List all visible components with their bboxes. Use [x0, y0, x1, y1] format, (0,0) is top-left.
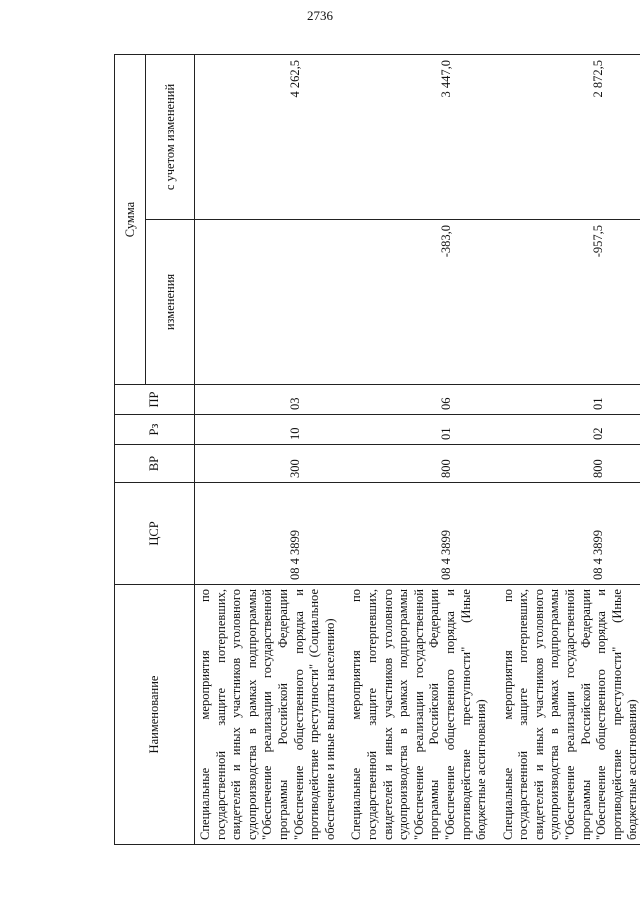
- header-with-changes: с учетом изменений: [146, 55, 195, 220]
- row-change: [346, 220, 497, 385]
- row-with-changes: [346, 55, 497, 220]
- row-name: Специальные мероприятия по государственной защите потерпевших, свидетелей и иных участников уголовного судопроизводства в рамках подпрограммы "Обеспечение реализации государственной программы Российской Федерации "Обеспечение общественного порядка и противодействие преступности" (Иные бюджетные ассигнования): [346, 585, 497, 845]
- row-pr: [346, 385, 497, 415]
- row-change: [195, 220, 347, 385]
- rotated-document-page: [114, 55, 640, 845]
- row-pr-value: 03: [288, 397, 302, 410]
- row-csr: [346, 483, 497, 585]
- budget-table: [114, 54, 640, 845]
- row-csr-value: 08 4 3899: [288, 530, 302, 580]
- page-number: 2736: [307, 8, 333, 23]
- row-pr: [195, 385, 347, 415]
- row-rz-value: 10: [288, 427, 302, 440]
- header-pr: ПР: [115, 385, 195, 415]
- row-vr-value: 800: [590, 459, 605, 478]
- row-name: Специальные мероприятия по государственной защите потерпевших, свидетелей и иных участников уголовного судопроизводства в рамках подпрограммы "Обеспечение реализации государственной программы Российской Федерации "Обеспечение общественного порядка и противодействие преступности" (Иные бюджетные ассигнования): [498, 585, 640, 845]
- row-rz: [346, 415, 497, 445]
- table-row: [195, 55, 347, 845]
- header-rz: Рз: [115, 415, 195, 445]
- row-csr-value: 08 4 3899: [439, 530, 454, 580]
- row-vr-value: 300: [288, 459, 302, 478]
- row-pr-value: 06: [439, 397, 454, 410]
- table-row: [498, 55, 640, 845]
- row-with-changes-value: 3 447,0: [439, 60, 454, 98]
- row-rz-value: 01: [439, 427, 454, 440]
- row-vr: [346, 445, 497, 483]
- row-vr: [195, 445, 347, 483]
- row-rz-value: 02: [590, 427, 605, 440]
- header-csr: ЦСР: [115, 483, 195, 585]
- row-with-changes: [195, 55, 347, 220]
- row-pr: [498, 385, 640, 415]
- table-row: [346, 55, 497, 845]
- row-change-value: -383,0: [439, 225, 454, 258]
- row-rz: [195, 415, 347, 445]
- row-name: Специальные мероприятия по государственной защите потерпевших, свидетелей и иных участников уголовного судопроизводства в рамках подпрограммы "Обеспечение реализации государственной программы Российской Федерации "Обеспечение общественного порядка и противодействие преступности" (Социальное обеспечение и иные выплаты населению): [195, 585, 347, 845]
- row-csr-value: 08 4 3899: [590, 530, 605, 580]
- row-vr: [498, 445, 640, 483]
- row-vr-value: 800: [439, 459, 454, 478]
- header-sum: Сумма: [115, 55, 146, 385]
- row-csr: [195, 483, 347, 585]
- row-pr-value: 01: [590, 397, 605, 410]
- header-change: изменения: [146, 220, 195, 385]
- row-with-changes-value: 2 872,5: [590, 60, 605, 98]
- header-name: Наименование: [115, 585, 195, 845]
- row-csr: [498, 483, 640, 585]
- row-change-value: -957,5: [590, 225, 605, 258]
- row-with-changes-value: 4 262,5: [288, 60, 302, 98]
- row-rz: [498, 415, 640, 445]
- row-change: [498, 220, 640, 385]
- header-vr: ВР: [115, 445, 195, 483]
- row-with-changes: [498, 55, 640, 220]
